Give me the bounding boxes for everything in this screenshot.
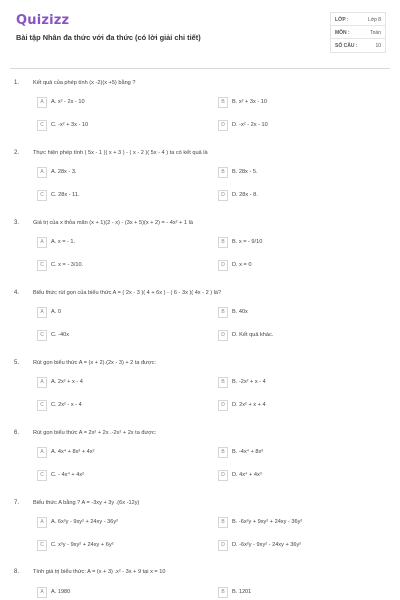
option-text: D. x = 0: [232, 262, 252, 268]
header: [0, 0, 400, 68]
option-c[interactable]: [37, 400, 187, 412]
option-d[interactable]: [218, 330, 368, 342]
question-number: 7.: [14, 500, 20, 506]
option-text: B. x = - 9/10: [232, 239, 263, 245]
option-text: C. -x² + 3x - 10: [51, 122, 89, 128]
option-c[interactable]: [37, 330, 187, 342]
option-c[interactable]: [37, 470, 187, 482]
option-a[interactable]: [37, 587, 187, 599]
option-a[interactable]: [37, 237, 187, 249]
option-b[interactable]: [218, 307, 368, 319]
info-row-subject: [331, 26, 385, 39]
option-letter: D: [218, 470, 228, 481]
option-letter: B: [218, 587, 228, 598]
option-a[interactable]: [37, 167, 187, 179]
option-letter: C: [37, 470, 47, 481]
option-text: A. 1980: [51, 589, 71, 595]
option-c[interactable]: [37, 540, 187, 552]
question-number: 4.: [14, 290, 20, 296]
option-letter: D: [218, 120, 228, 131]
question-number: 1.: [14, 80, 20, 86]
option-b[interactable]: [218, 517, 368, 529]
option-a[interactable]: [37, 447, 187, 459]
option-a[interactable]: [37, 97, 187, 109]
option-a[interactable]: [37, 377, 187, 389]
question-number: 2.: [14, 150, 20, 156]
option-text: B. 40x: [232, 309, 248, 315]
question-number: 3.: [14, 220, 20, 226]
info-label: MÔN :: [335, 30, 350, 36]
option-d[interactable]: [218, 190, 368, 202]
option-letter: C: [37, 260, 47, 271]
option-c[interactable]: [37, 190, 187, 202]
option-letter: B: [218, 167, 228, 178]
question-text: Kết quả của phép tính (x -2)(x +5) bằng ?: [33, 80, 136, 86]
option-a[interactable]: [37, 517, 187, 529]
option-d[interactable]: [218, 540, 368, 552]
option-text: A. x² - 2x - 10: [51, 99, 85, 105]
question-number: 5.: [14, 360, 20, 366]
option-text: B. x² + 3x - 10: [232, 99, 267, 105]
option-letter: A: [37, 237, 47, 248]
option-letter: A: [37, 97, 47, 108]
info-value: Toán: [370, 30, 381, 36]
option-text: A. x = - 1.: [51, 239, 76, 245]
info-box: [330, 12, 386, 53]
option-text: B. 1201: [232, 589, 252, 595]
info-row-grade: [331, 13, 385, 26]
option-text: C. x²y - 9xy² + 24xy + 6y²: [51, 542, 114, 548]
logo: Quizizz: [16, 13, 70, 28]
option-b[interactable]: [218, 377, 368, 389]
question-text: Rút gọn biểu thức A = 2x² + 2x .-2x² + 2x ta được:: [33, 430, 157, 436]
option-text: A. 2x² + x - 4: [51, 379, 83, 385]
option-b[interactable]: [218, 587, 368, 599]
option-text: C. 2x² - x - 4: [51, 402, 82, 408]
question-text: Tính giá trị biểu thức: A = (x + 3) .x² - 3x + 9 tại x = 10: [33, 569, 166, 575]
option-text: C. 28x - 11.: [51, 192, 80, 198]
info-label: LỚP :: [335, 17, 349, 23]
option-text: A. 4x⁴ + 8x³ + 4x²: [51, 449, 95, 455]
option-letter: A: [37, 587, 47, 598]
option-text: C. - 4x⁴ + 4x²: [51, 472, 85, 478]
page-title: Bài tập Nhân đa thức với đa thức (có lời giải chi tiết): [16, 33, 201, 42]
question-text: Rút gọn biểu thức A = (x + 2).(2x - 3) + 2 ta được:: [33, 360, 156, 366]
option-letter: B: [218, 307, 228, 318]
option-letter: A: [37, 377, 47, 388]
option-text: C. x = - 3/10.: [51, 262, 84, 268]
option-a[interactable]: [37, 307, 187, 319]
option-text: B. -2x² + x - 4: [232, 379, 266, 385]
option-text: D. -6x²y - 9xy² - 24xy + 36y²: [232, 542, 302, 548]
option-letter: C: [37, 330, 47, 341]
option-letter: C: [37, 120, 47, 131]
option-letter: B: [218, 517, 228, 528]
option-text: D. 2x² + x + 4: [232, 402, 266, 408]
option-d[interactable]: [218, 470, 368, 482]
option-c[interactable]: [37, 260, 187, 272]
header-divider: [10, 68, 390, 69]
option-d[interactable]: [218, 400, 368, 412]
option-b[interactable]: [218, 167, 368, 179]
question-number: 6.: [14, 430, 20, 436]
option-d[interactable]: [218, 260, 368, 272]
option-d[interactable]: [218, 120, 368, 132]
question-text: Biểu thức A bằng ? A = -3xy + 3y .(6x -12y): [33, 500, 140, 506]
info-row-count: [331, 39, 385, 52]
option-text: D. Kết quả khác.: [232, 332, 274, 338]
option-letter: A: [37, 307, 47, 318]
option-text: B. -6x²y + 9xy² + 24xy - 36y²: [232, 519, 303, 525]
info-value: Lớp 8: [367, 17, 381, 23]
option-letter: A: [37, 447, 47, 458]
option-letter: B: [218, 97, 228, 108]
option-text: D. -x² - 2x - 10: [232, 122, 268, 128]
question-text: Thực hiện phép tính ( 5x - 1 )( x + 3 ) - ( x - 2 )( 5x - 4 ) ta có kết quả là: [33, 150, 208, 156]
option-letter: A: [37, 517, 47, 528]
option-text: B. -4x⁴ + 8x³: [232, 449, 264, 455]
option-letter: D: [218, 330, 228, 341]
option-letter: D: [218, 400, 228, 411]
option-text: B. 28x - 5.: [232, 169, 258, 175]
question-text: Biểu thức rút gọn của biểu thức A = ( 2x - 3 )( 4 + 6x ) - ( 6 - 3x )( 4x - 2 ) là?: [33, 290, 222, 296]
option-letter: D: [218, 260, 228, 271]
option-text: A. 0: [51, 309, 61, 315]
option-letter: B: [218, 377, 228, 388]
option-letter: A: [37, 167, 47, 178]
option-letter: B: [218, 237, 228, 248]
info-label: SỐ CÂU :: [335, 43, 358, 49]
option-c[interactable]: [37, 120, 187, 132]
option-text: D. 4x⁴ + 4x³: [232, 472, 262, 478]
question-text: Giá trị của x thỏa mãn (x + 1)(2 - x) - (3x + 5)(x + 2) = - 4x² + 1 là: [33, 220, 193, 226]
option-letter: D: [218, 190, 228, 201]
question-number: 8.: [14, 569, 20, 575]
option-text: D. 28x - 8.: [232, 192, 258, 198]
option-letter: B: [218, 447, 228, 458]
option-letter: C: [37, 190, 47, 201]
info-value: 10: [375, 43, 381, 49]
option-letter: C: [37, 540, 47, 551]
option-text: C. -40x: [51, 332, 70, 338]
option-b[interactable]: [218, 447, 368, 459]
option-text: A. 28x - 3.: [51, 169, 77, 175]
option-b[interactable]: [218, 237, 368, 249]
option-letter: D: [218, 540, 228, 551]
option-text: A. 6x²y - 9xy² + 24xy - 36y²: [51, 519, 118, 525]
option-b[interactable]: [218, 97, 368, 109]
option-letter: C: [37, 400, 47, 411]
